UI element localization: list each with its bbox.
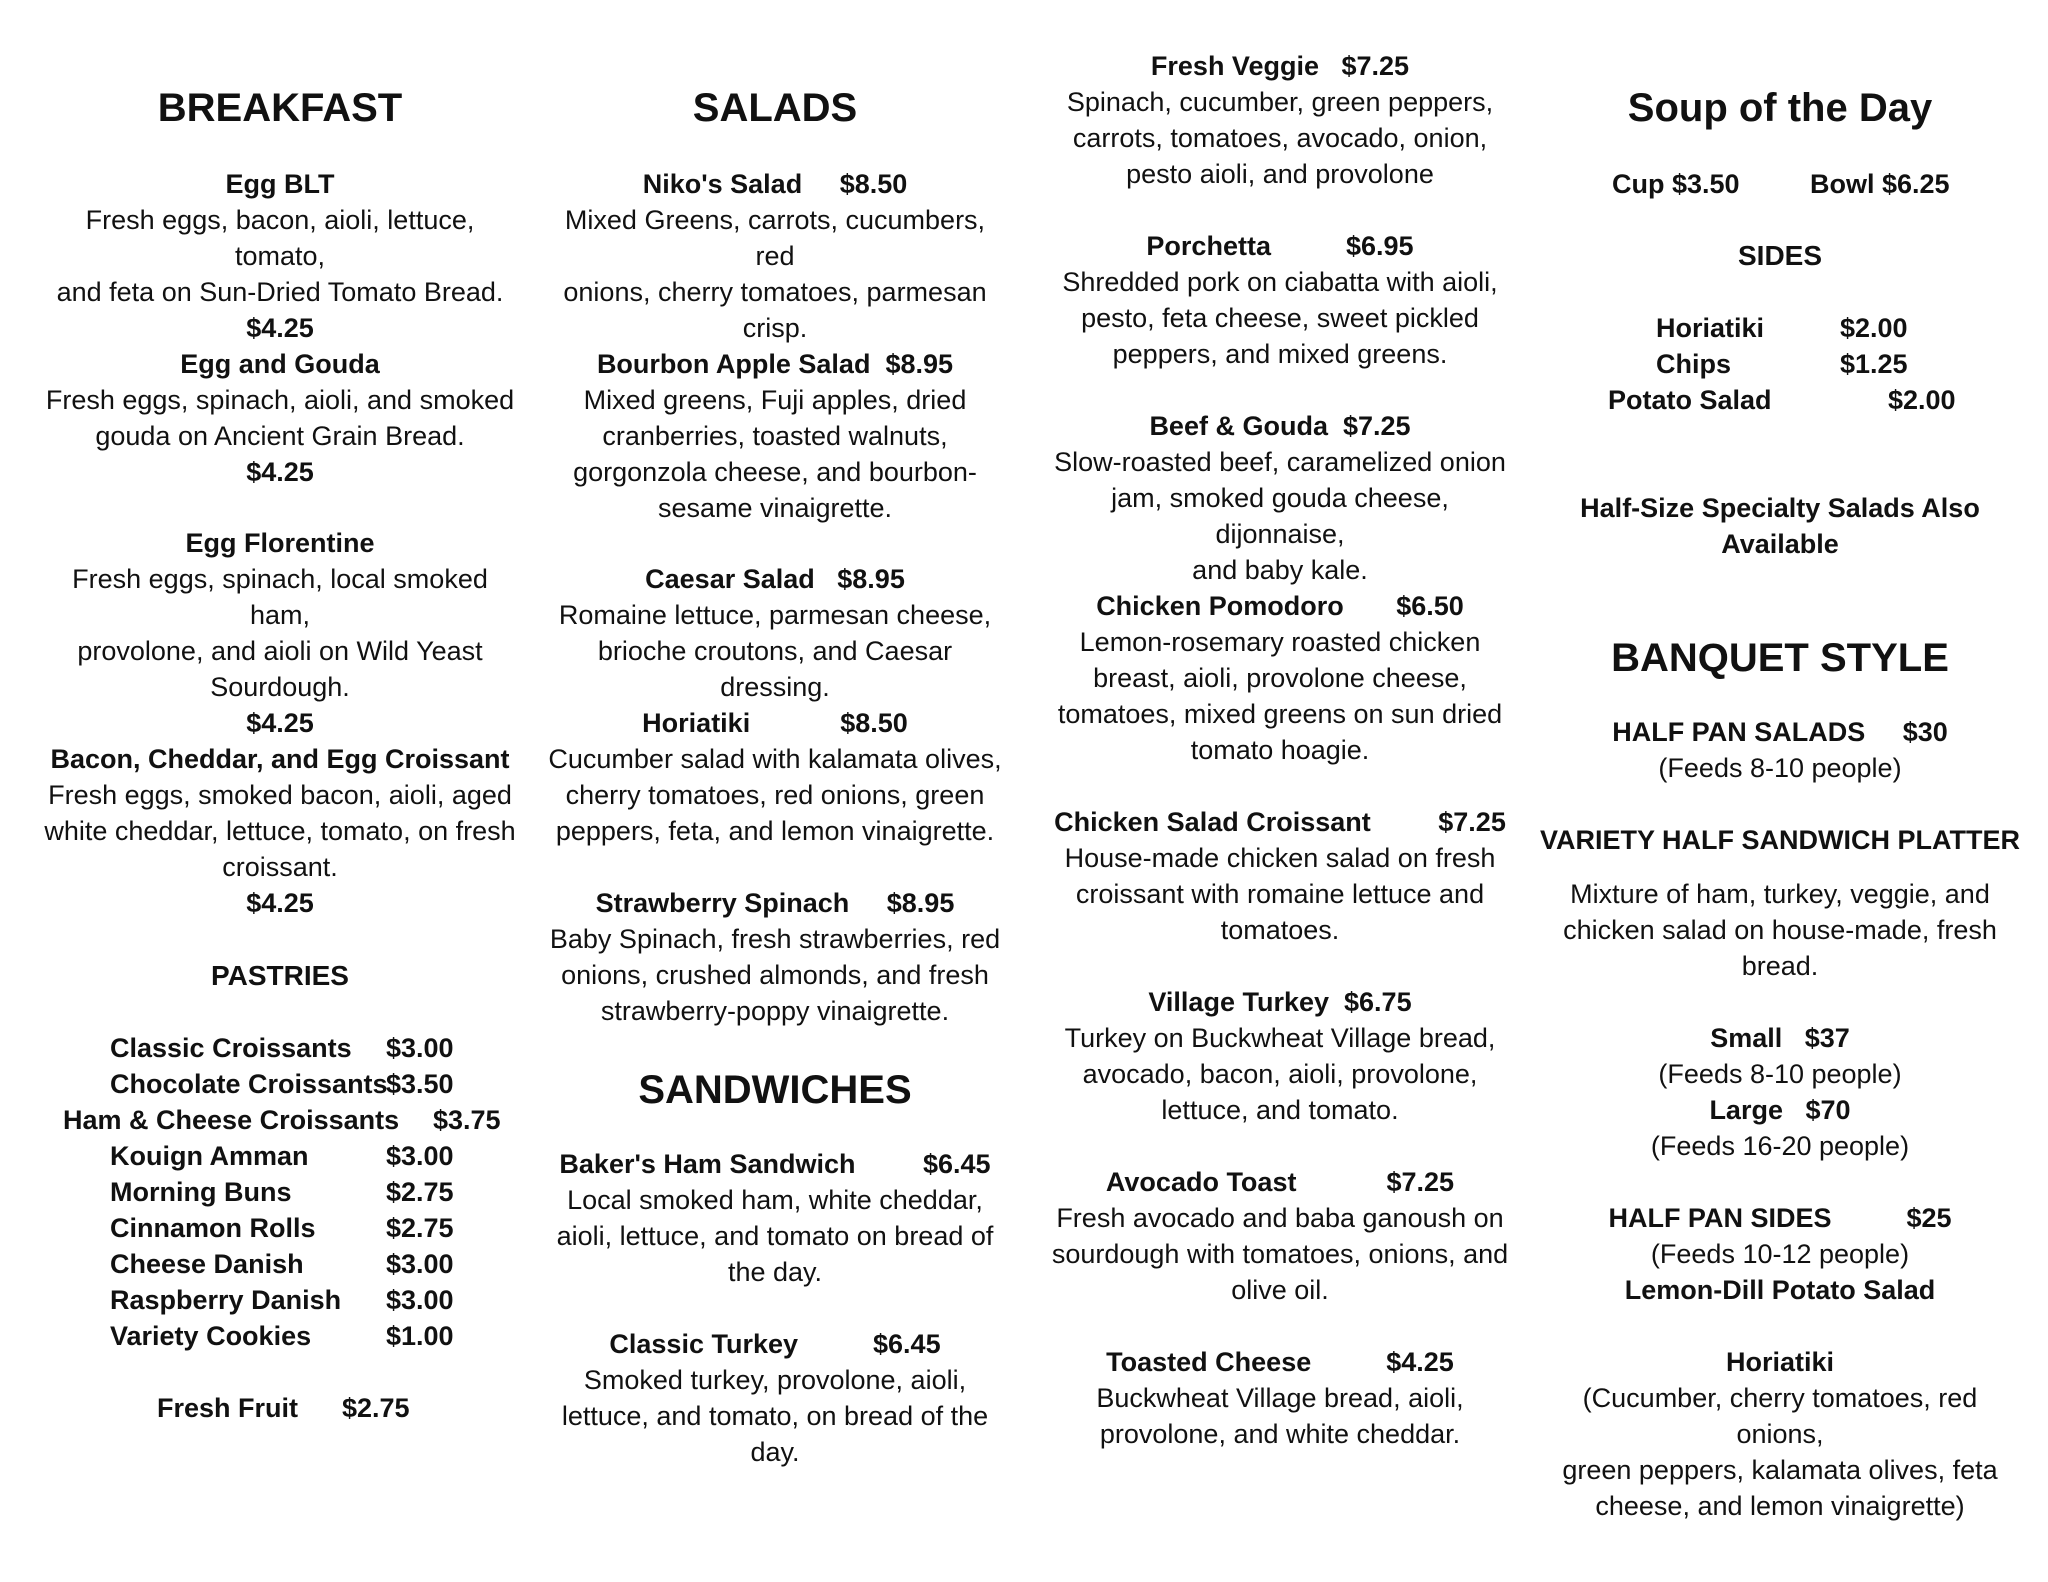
item-desc-line: gorgonzola cheese, and bourbon- [573,457,977,487]
side-price: $2.00 [1840,313,1908,343]
item-desc-line: peppers, feta, and lemon vinaigrette. [555,816,995,846]
salads-title: SALADS [692,86,858,130]
item-desc-line: jam, smoked gouda cheese, dijonnaise, [1111,483,1449,549]
item-desc-line: Fresh eggs, spinach, local smoked ham, [72,564,488,630]
pastry-price: $3.00 [386,1285,454,1315]
pastry-price: $3.00 [386,1033,454,1063]
item-name: Egg BLT [225,169,335,199]
side-price: $2.00 [1888,385,1956,415]
horiatiki-option [1540,1344,2020,1524]
pastry-price: $3.50 [386,1069,454,1099]
pastries-title: PASTRIES [211,960,349,991]
sandwich-item [1050,984,1510,1128]
size-label: Large [1709,1095,1783,1125]
item-name: Niko's Salad [642,169,803,199]
salad-item [545,885,1005,1029]
item-price: $25 [1906,1203,1952,1233]
item-price: $30 [1902,717,1948,747]
item-desc-line: Fresh eggs, spinach, aioli, and smoked [45,385,515,415]
item-desc-line: breast, aioli, provolone cheese, [1093,663,1467,693]
sandwich-item [1050,1164,1510,1308]
side-option: Horiatiki [1725,1347,1835,1377]
item-desc-line: Slow-roasted beef, caramelized onion [1054,447,1506,477]
pastry-name: Classic Croissants [110,1033,352,1063]
sides-title: SIDES [1737,240,1823,271]
item-desc-line: brioche croutons, and Caesar dressing. [597,636,953,702]
pastry-name: Kouign Amman [110,1141,309,1171]
item-desc-line: and feta on Sun-Dried Tomato Bread. [56,277,504,307]
item-name: Avocado Toast [1105,1167,1297,1197]
banquet-title: BANQUET STYLE [1611,636,1949,680]
side-name: Horiatiki [1656,313,1765,343]
item-desc-line: the day. [727,1257,823,1287]
fresh-fruit-name: Fresh Fruit [157,1393,299,1423]
salad-item [545,705,1005,849]
item-desc-line: Smoked turkey, provolone, aioli, [583,1365,967,1395]
item-name: HALF PAN SIDES [1608,1203,1832,1233]
soup-cup: Cup $3.50 [1612,169,1740,199]
item-price: $4.25 [1386,1347,1454,1377]
sandwich-platter-title: VARIETY HALF SANDWICH PLATTER [1540,825,2020,855]
item-price: $8.95 [837,564,905,594]
item-desc-line: white cheddar, lettuce, tomato, on fresh [44,816,516,846]
item-desc-line: strawberry-poppy vinaigrette. [600,996,950,1026]
half-pan-sides [1540,1200,2020,1308]
item-price: $8.50 [840,708,908,738]
item-name: Bacon, Cheddar, and Egg Croissant [50,744,510,774]
feeds-text: (Feeds 8-10 people) [1658,753,1902,783]
sandwich-item [545,1146,1005,1290]
item-desc-line: Baby Spinach, fresh strawberries, red [549,924,1001,954]
item-desc-line: lettuce, and tomato, on bread of the [561,1401,989,1431]
item-desc-line: onions, crushed almonds, and fresh [561,960,989,990]
pastry-name: Morning Buns [110,1177,292,1207]
fresh-fruit-price: $2.75 [342,1393,410,1423]
breakfast-title: BREAKFAST [157,86,403,130]
item-name: Baker's Ham Sandwich [559,1149,856,1179]
pastry-price: $3.75 [433,1105,501,1135]
item-desc-line: onions, cherry tomatoes, parmesan [563,277,987,307]
salad-item [545,561,1005,705]
platter-sizes [1540,1020,2020,1164]
sandwich-platter-desc [1540,876,2020,984]
soup-title: Soup of the Day [1627,86,1933,130]
item-desc-line: cheese, and lemon vinaigrette) [1595,1491,1965,1521]
sandwich-item [1050,1344,1510,1452]
item-desc-line: Turkey on Buckwheat Village bread, [1064,1023,1496,1053]
item-price: $4.25 [246,888,314,918]
item-price: $7.25 [1438,807,1506,837]
size-price: $37 [1804,1023,1850,1053]
item-name: Egg Florentine [185,528,375,558]
item-desc-line: olive oil. [1231,1275,1329,1305]
breakfast-item [40,166,520,346]
size-label: Small [1710,1023,1783,1053]
item-desc-line: carrots, tomatoes, avocado, onion, [1072,123,1488,153]
item-name: Beef & Gouda [1149,411,1328,441]
sandwich-item [1050,588,1510,768]
item-desc-line: Fresh eggs, smoked bacon, aioli, aged [48,780,512,810]
item-price: $4.25 [246,457,314,487]
item-desc-line: Lemon-rosemary roasted chicken [1079,627,1481,657]
sandwich-item [1050,48,1510,192]
salad-item [545,346,1005,526]
item-desc-line: and baby kale. [1192,555,1368,585]
pastry-price: $3.00 [386,1249,454,1279]
item-name: Fresh Veggie [1150,51,1319,81]
item-desc-line: Local smoked ham, white cheddar, [567,1185,983,1215]
item-name: HALF PAN SALADS [1612,717,1866,747]
item-price: $6.95 [1345,231,1414,261]
item-desc-line: Mixed greens, Fuji apples, dried [583,385,967,415]
item-name: Porchetta [1146,231,1271,261]
sandwich-item [1050,228,1510,372]
item-desc-line: Fresh avocado and baba ganoush on [1056,1203,1504,1233]
pastry-price: $2.75 [386,1177,454,1207]
item-desc-line: House-made chicken salad on fresh [1064,843,1496,873]
note-line: Available [1721,529,1839,559]
item-desc-line: Buckwheat Village bread, aioli, [1096,1383,1464,1413]
side-price: $1.25 [1840,349,1908,379]
item-name: Strawberry Spinach [595,888,850,918]
soup-bowl: Bowl $6.25 [1810,169,1950,199]
item-price: $6.45 [922,1149,991,1179]
item-desc-line: cherry tomatoes, red onions, green [565,780,985,810]
item-price: $8.95 [886,888,955,918]
pastry-price: $1.00 [386,1321,454,1351]
item-desc-line: pesto, feta cheese, sweet pickled [1081,303,1479,333]
item-desc-line: chicken salad on house-made, fresh [1563,915,1997,945]
item-desc-line: tomatoes. [1220,915,1340,945]
item-desc-line: peppers, and mixed greens. [1112,339,1448,369]
sandwich-item [1050,408,1510,588]
pastry-name: Chocolate Croissants [110,1069,388,1099]
breakfast-item [40,346,520,490]
item-name: Bourbon Apple Salad [596,349,871,379]
item-desc-line: Romaine lettuce, parmesan cheese, [558,600,992,630]
item-name: Classic Turkey [609,1329,798,1359]
pastry-name: Cheese Danish [110,1249,304,1279]
item-desc-line: day. [750,1437,800,1467]
half-pan-salads [1540,714,2020,786]
item-desc-line: aioli, lettuce, and tomato on bread of [556,1221,994,1251]
item-desc-line: Shredded pork on ciabatta with aioli, [1062,267,1498,297]
item-desc-line: cranberries, toasted walnuts, [602,421,948,451]
item-desc-line: gouda on Ancient Grain Bread. [95,421,465,451]
item-name: Caesar Salad [645,564,815,594]
item-desc-line: crisp. [742,313,808,343]
item-name: Egg and Gouda [180,349,380,379]
item-desc-line: provolone, and aioli on Wild Yeast [77,636,483,666]
item-desc-line: croissant. [222,852,338,882]
item-price: $6.75 [1344,987,1412,1017]
item-price: $4.25 [246,708,314,738]
item-price: $8.95 [885,349,954,379]
item-desc-line: avocado, bacon, aioli, provolone, [1082,1059,1478,1089]
item-price: $7.25 [1386,1167,1455,1197]
item-desc-line: pesto aioli, and provolone [1126,159,1434,189]
item-desc-line: Mixture of ham, turkey, veggie, and [1570,879,1990,909]
pastry-name: Raspberry Danish [110,1285,342,1315]
item-desc-line: lettuce, and tomato. [1161,1095,1399,1125]
item-price: $8.50 [839,169,908,199]
item-desc-line: green peppers, kalamata olives, feta [1562,1455,1998,1485]
item-name: Toasted Cheese [1106,1347,1312,1377]
breakfast-item [40,741,520,921]
sandwich-item [1050,804,1510,948]
feeds-text: (Feeds 10-12 people) [1650,1239,1910,1269]
item-price: $7.25 [1342,411,1411,441]
item-desc-line: Cucumber salad with kalamata olives, [548,744,1002,774]
item-price: $6.50 [1396,591,1464,621]
pastry-name: Variety Cookies [110,1321,312,1351]
item-desc-line: Spinach, cucumber, green peppers, [1066,87,1494,117]
side-option: Lemon-Dill Potato Salad [1624,1275,1936,1305]
half-size-note [1540,490,2020,562]
item-price: $6.45 [873,1329,941,1359]
item-price: $4.25 [246,313,314,343]
item-desc-line: sesame vinaigrette. [657,493,893,523]
item-desc-line: bread. [1741,951,1819,981]
pastry-name: Cinnamon Rolls [110,1213,316,1243]
breakfast-item [40,525,520,741]
pastry-price: $3.00 [386,1141,454,1171]
item-desc-line: Sourdough. [210,672,350,702]
note-line: Half-Size Specialty Salads Also [1580,493,1980,523]
item-desc-line: croissant with romaine lettuce and [1075,879,1485,909]
item-name: Chicken Salad Croissant [1054,807,1371,837]
salad-item [545,166,1005,346]
item-desc-line: provolone, and white cheddar. [1099,1419,1461,1449]
pastry-name: Ham & Cheese Croissants [63,1105,400,1135]
sandwich-item [545,1326,1005,1470]
item-desc-line: tomato hoagie. [1190,735,1370,765]
item-name: Village Turkey [1148,987,1329,1017]
item-desc-line: sourdough with tomatoes, onions, and [1051,1239,1509,1269]
item-name: Chicken Pomodoro [1096,591,1344,621]
item-desc-line: Fresh eggs, bacon, aioli, lettuce, tomato, [85,205,475,271]
feeds-text: (Feeds 8-10 people) [1658,1059,1902,1089]
sandwiches-title: SANDWICHES [638,1068,912,1112]
side-name: Chips [1656,349,1732,379]
side-name: Potato Salad [1608,385,1772,415]
item-desc-line: (Cucumber, cherry tomatoes, red onions, [1582,1383,1978,1449]
item-price: $7.25 [1341,51,1410,81]
item-desc-line: Mixed Greens, carrots, cucumbers, red [564,205,986,271]
pastry-price: $2.75 [386,1213,454,1243]
item-desc-line: tomatoes, mixed greens on sun dried [1057,699,1503,729]
size-price: $70 [1805,1095,1851,1125]
feeds-text: (Feeds 16-20 people) [1650,1131,1910,1161]
item-name: Horiatiki [642,708,751,738]
